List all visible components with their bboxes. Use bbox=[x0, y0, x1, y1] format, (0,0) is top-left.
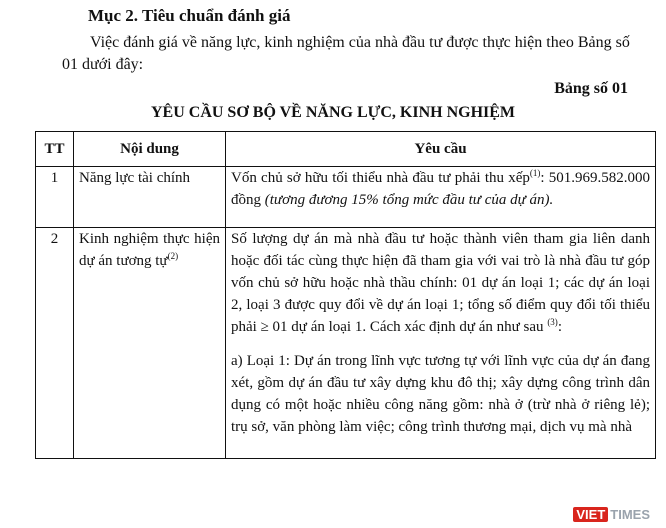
requirement-paragraph bbox=[231, 228, 650, 338]
row-requirement bbox=[226, 228, 656, 459]
table-row bbox=[36, 228, 656, 459]
requirement-amount: : 501.969.582.000 đồng bbox=[231, 170, 650, 208]
logo-part-viet: VIET bbox=[573, 507, 608, 522]
footnote-ref: (2) bbox=[167, 251, 179, 261]
table-title: YÊU CẦU SƠ BỘ VỀ NĂNG LỰC, KINH NGHIỆM bbox=[150, 104, 516, 121]
table-number: Bảng số 01 bbox=[554, 80, 628, 97]
header-content: Nội dung bbox=[74, 132, 226, 167]
row-number: 2 bbox=[36, 228, 74, 459]
row-content bbox=[74, 228, 226, 459]
row-requirement bbox=[226, 167, 656, 228]
requirement-paragraph: a) Loại 1: Dự án trong lĩnh vực tương tự với lĩnh vực của dự án đang xét, gồm dự án đầu tư xây dựng khu đô thị; xây dựng công trình dân dụng có một hoặc nhiều công năng gồm: nhà ở (trừ nhà ở riêng lẻ); trụ sở, văn phòng làm việc; công trình thương mại, dịch vụ mà nhà bbox=[231, 353, 650, 435]
requirement-text-end: : bbox=[557, 319, 562, 335]
requirement-text: Số lượng dự án mà nhà đầu tư hoặc thành viên tham gia liên danh hoặc đối tác cùng thực hiện đã tham gia với vai trò là nhà đầu tư góp vốn chủ sở hữu hoặc nhà thầu chính: 01 dự án loại 1; các dự án loại 2, loại 3 được quy đổi về dự án loại 1; tổng số điểm quy đổi tối thiểu phải ≥ 01 dự án loại 1. Cách xác định dự án như sau bbox=[231, 231, 650, 335]
header-requirement: Yêu cầu bbox=[226, 132, 656, 167]
section-heading: Mục 2. Tiêu chuẩn đánh giá bbox=[88, 6, 291, 25]
table-row bbox=[36, 167, 656, 228]
logo-part-times: TIMES bbox=[610, 507, 650, 522]
table-header-row bbox=[36, 132, 656, 167]
requirement-note: (tương đương 15% tổng mức đầu tư của dự án). bbox=[264, 192, 554, 208]
intro-text: Việc đánh giá về năng lực, kinh nghiệm của nhà đầu tư được thực hiện theo Bảng số 01 dưới đây: bbox=[62, 34, 630, 73]
footnote-ref: (1) bbox=[529, 168, 541, 178]
row-content: Năng lực tài chính bbox=[74, 167, 226, 228]
footnote-ref: (3) bbox=[547, 317, 558, 327]
intro-paragraph bbox=[62, 32, 640, 76]
requirement-text: Vốn chủ sở hữu tối thiểu nhà đầu tư phải thu xếp bbox=[231, 170, 530, 186]
row-content-text: Kinh nghiệm thực hiện dự án tương tự bbox=[79, 231, 220, 269]
row-number: 1 bbox=[36, 167, 74, 228]
requirements-table bbox=[35, 131, 656, 459]
viettimes-logo bbox=[573, 507, 650, 522]
header-tt: TT bbox=[36, 132, 74, 167]
